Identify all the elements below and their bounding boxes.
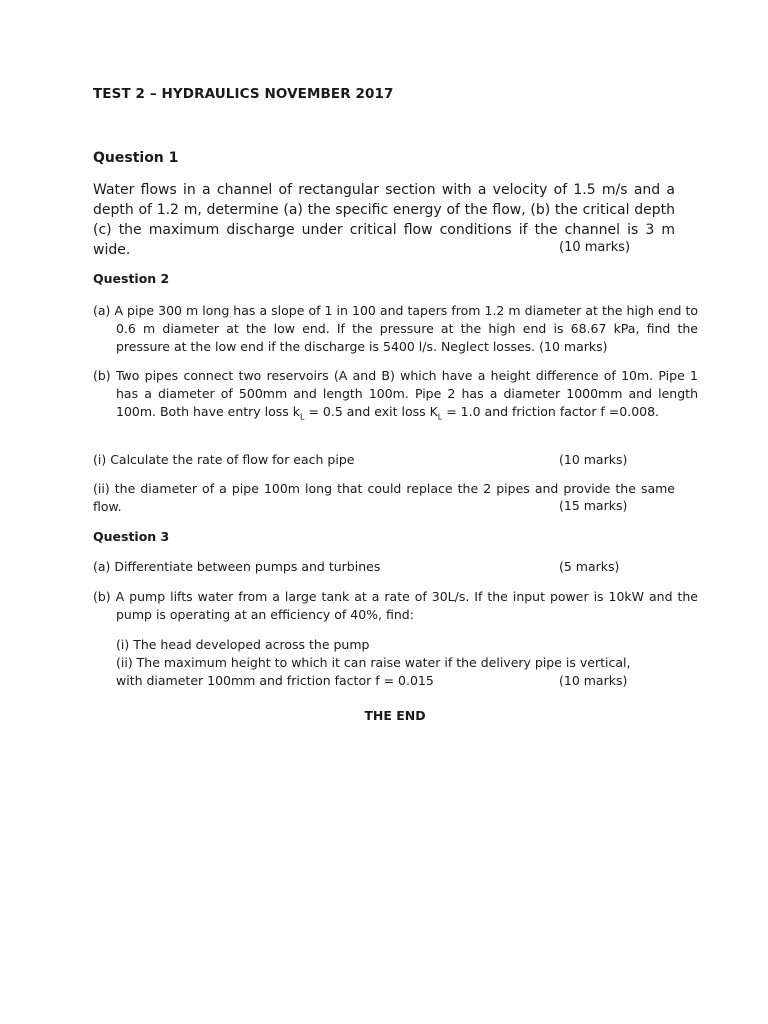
question-1-heading: Question 1	[93, 150, 179, 166]
question-2a-marks: (10 marks)	[539, 339, 608, 354]
question-3bii-line-1: (ii) The maximum height to which it can raise water if the delivery pipe is vertical,	[116, 655, 631, 670]
question-1-body: Water flows in a channel of rectangular section with a velocity of 1.5 m/s and a depth of 1.2 m, determine (a) the specific energy of the flow, (b) the critical depth (c) the maximum discharge under critical flow conditions if the channel is 3 m wide.	[93, 182, 675, 258]
page-title: TEST 2 – HYDRAULICS NOVEMBER 2017	[93, 86, 394, 102]
question-2bii-marks: (15 marks)	[559, 498, 628, 513]
question-1-marks: (10 marks)	[559, 240, 631, 255]
question-2a-body: (a) A pipe 300 m long has a slope of 1 in 100 and tapers from 1.2 m diameter at the high end to 0.6 m diameter at the low end. If the pressure at the high end is 68.67 kPa, find the pressure at the low end if the discharge is 5400 l/s. Neglect losses.	[93, 303, 698, 354]
question-2bii-body: (ii) the diameter of a pipe 100m long that could replace the 2 pipes and provide the same flow.	[93, 481, 675, 514]
question-3bii-row	[116, 672, 675, 690]
question-3a-text: (a) Differentiate between pumps and turbines	[93, 559, 381, 574]
question-2-heading: Question 2	[93, 271, 170, 286]
question-2b-text	[93, 367, 698, 427]
question-2bi-marks: (10 marks)	[559, 452, 628, 467]
question-2bi-row	[93, 451, 675, 469]
question-3bii-line-2: with diameter 100mm and friction factor f = 0.015	[116, 673, 434, 688]
subscript-l-1: L	[300, 412, 305, 422]
question-2b-body-3: = 1.0 and friction factor f =0.008.	[442, 404, 660, 419]
question-3a-marks: (5 marks)	[559, 559, 620, 574]
question-3a-row	[93, 558, 675, 576]
question-2a-text	[93, 302, 698, 356]
question-3b-body: (b) A pump lifts water from a large tank at a rate of 30L/s. If the input power is 10kW and the pump is operating at an efficiency of 40%, find:	[93, 589, 698, 622]
the-end-label: THE END	[364, 708, 426, 723]
subscript-l-2: L	[437, 412, 443, 422]
question-2b-body-2: = 0.5 and exit loss K	[304, 404, 438, 419]
question-2b-body-1: (b) Two pipes connect two reservoirs (A and B) which have a height difference of 10m. Pipe 1 has a diameter of 500mm and length 100m. Pipe 2 has a diameter 1000mm and length 100m. Both have entry loss k	[93, 368, 698, 419]
question-3b-text	[93, 588, 698, 624]
question-3bii-marks: (10 marks)	[559, 673, 628, 688]
question-3-heading: Question 3	[93, 529, 170, 544]
question-2bi-text: (i) Calculate the rate of flow for each pipe	[93, 452, 355, 467]
question-3bi-text: (i) The head developed across the pump	[116, 637, 370, 652]
